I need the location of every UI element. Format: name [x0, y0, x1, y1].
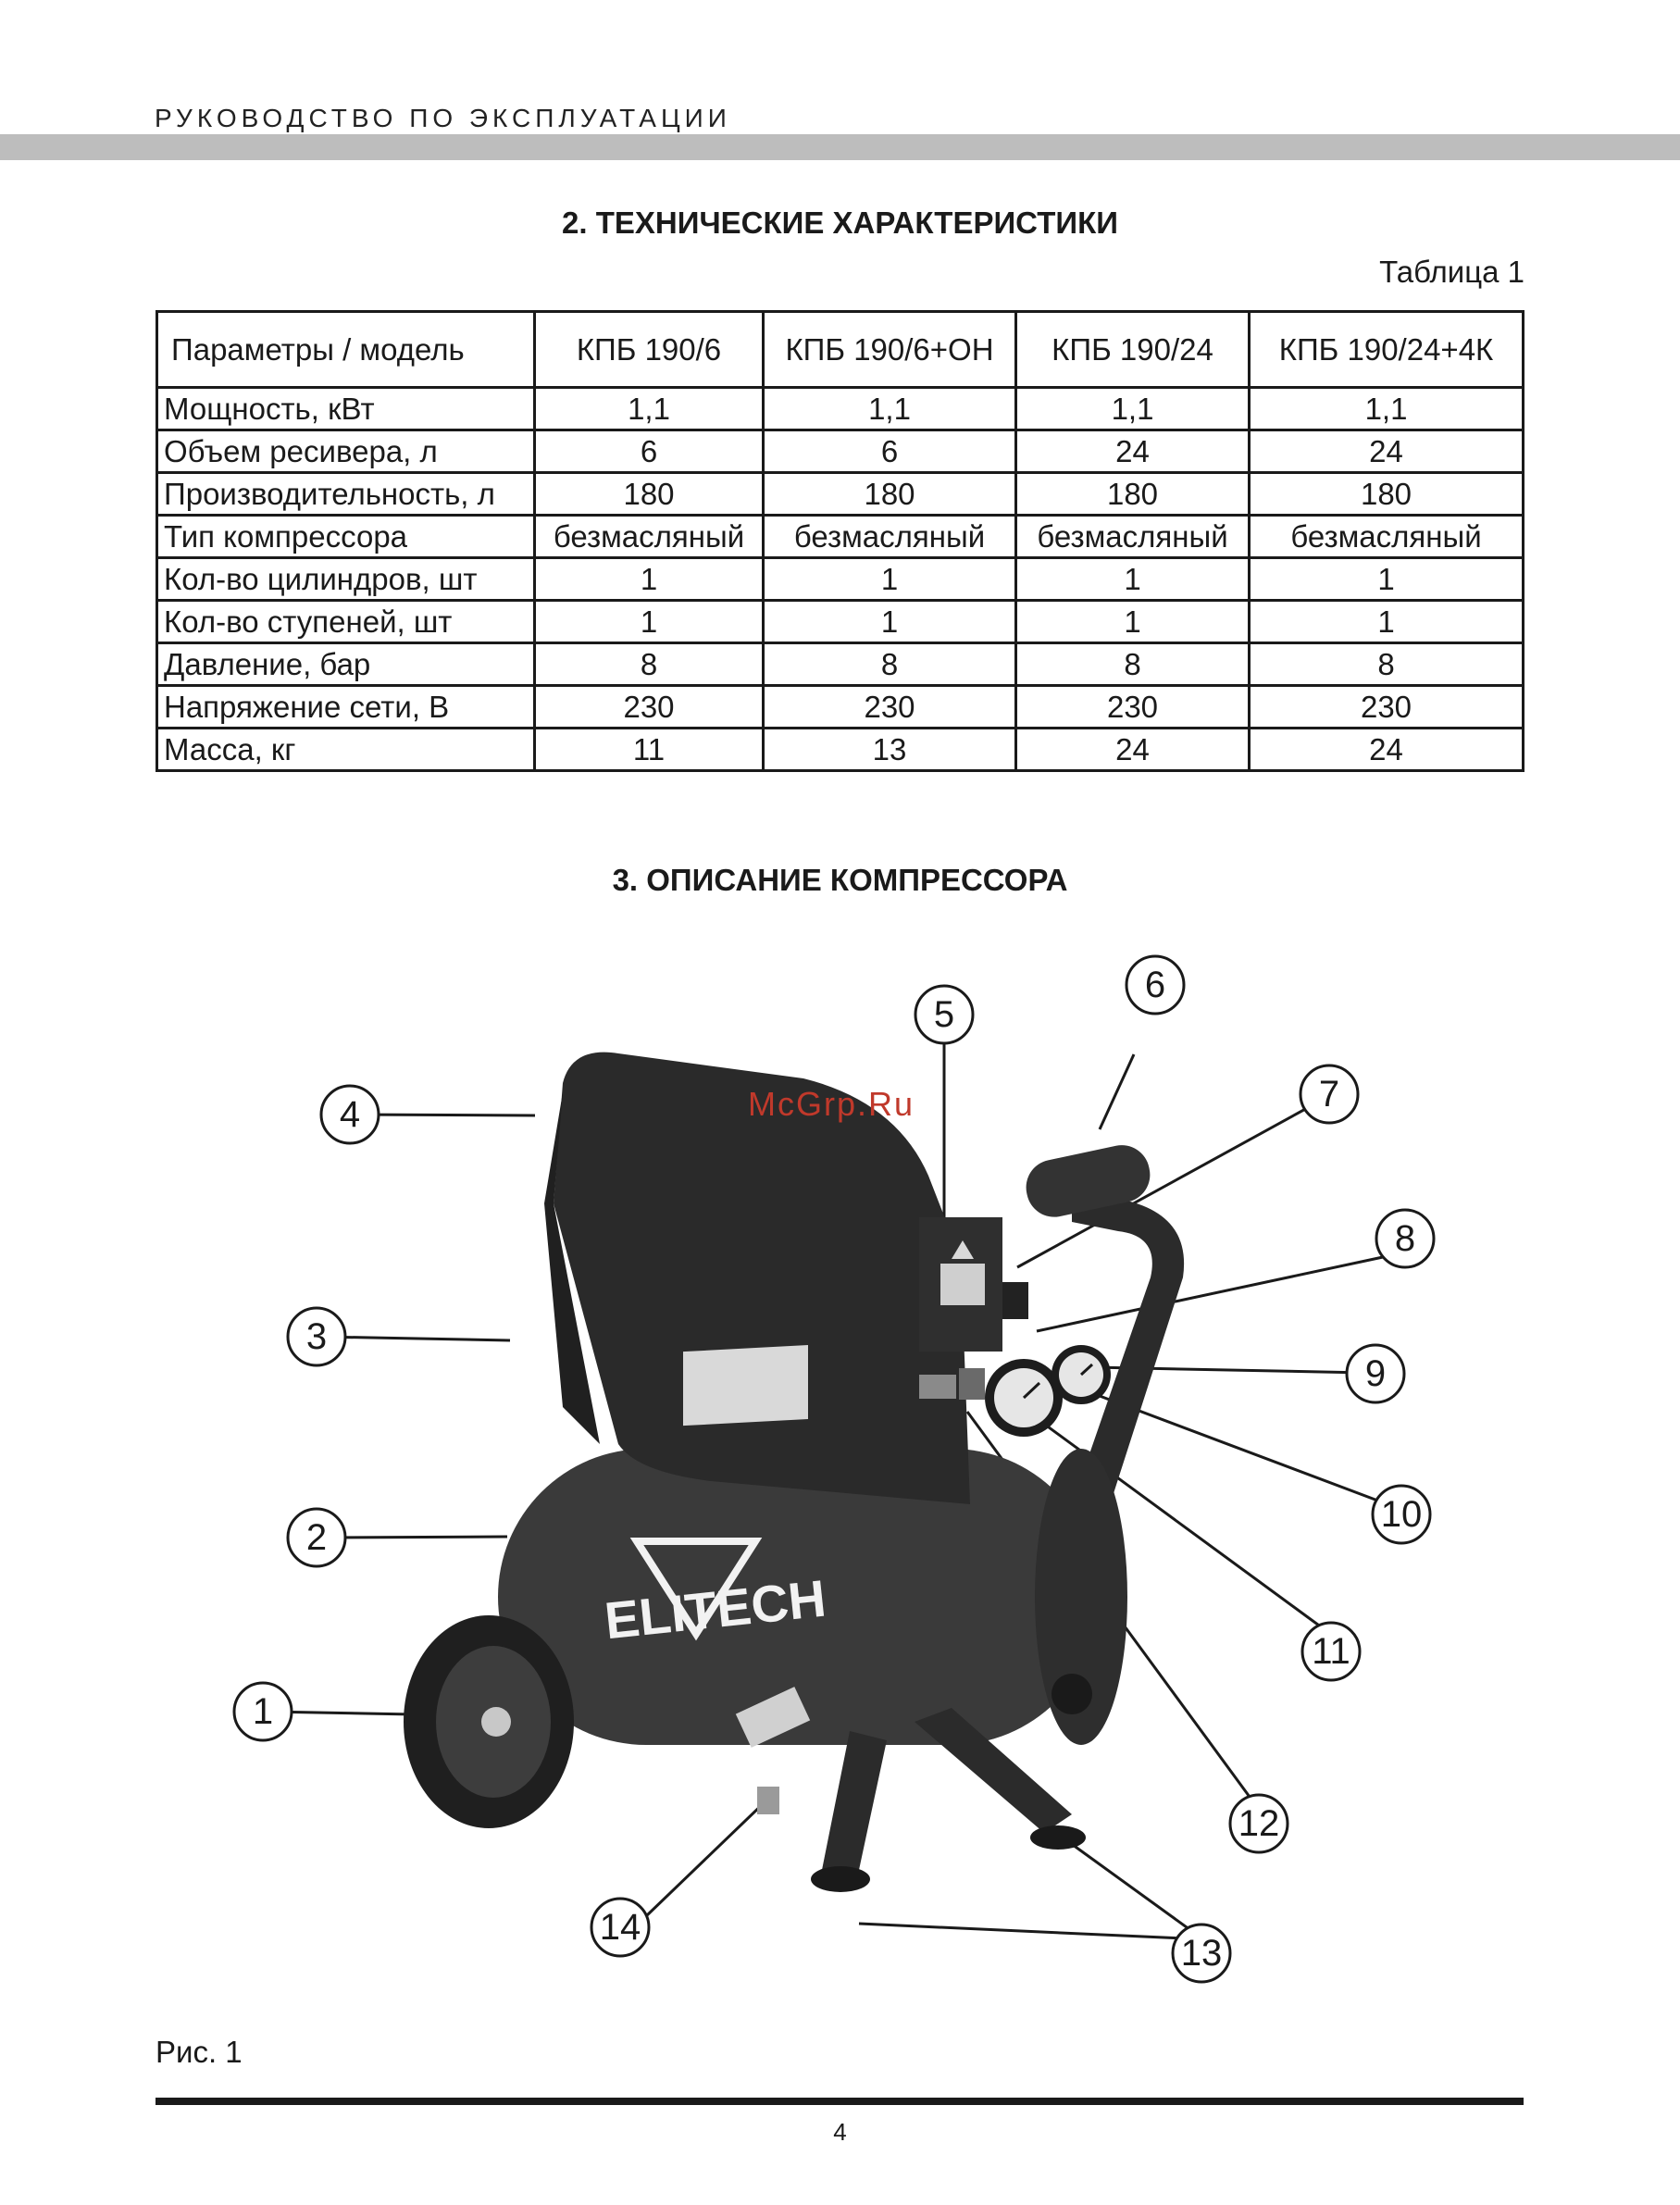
- figure-caption: Рис. 1: [156, 2035, 243, 2069]
- param-cell: Масса, кг: [157, 729, 535, 771]
- svg-text:11: 11: [1312, 1631, 1350, 1672]
- table-row: [157, 686, 1524, 729]
- svg-text:8: 8: [1394, 1218, 1416, 1259]
- table-row: [157, 558, 1524, 601]
- table-label: Таблица 1: [1379, 255, 1524, 289]
- value-cell: 230: [535, 686, 764, 729]
- svg-text:3: 3: [305, 1316, 328, 1357]
- callout-2: [288, 1509, 345, 1566]
- callout-14: [591, 1899, 649, 1956]
- svg-text:5: 5: [933, 994, 955, 1035]
- value-cell: 8: [1250, 643, 1524, 686]
- callout-3: [288, 1308, 345, 1365]
- value-cell: 24: [1016, 430, 1250, 473]
- callout-13: [1173, 1925, 1230, 1982]
- callout-5: [915, 986, 973, 1043]
- table-row: [157, 388, 1524, 430]
- svg-text:7: 7: [1318, 1074, 1340, 1115]
- value-cell: безмасляный: [1016, 516, 1250, 558]
- page-number: 4: [833, 2118, 847, 2146]
- svg-text:9: 9: [1364, 1353, 1387, 1394]
- param-cell: Производительность, л: [157, 473, 535, 516]
- value-cell: 1,1: [1250, 388, 1524, 430]
- table-header-cell: КПБ 190/6+ОН: [764, 312, 1016, 388]
- value-cell: 1: [535, 558, 764, 601]
- table-header-cell: КПБ 190/6: [535, 312, 764, 388]
- svg-text:12: 12: [1238, 1803, 1280, 1844]
- svg-text:4: 4: [339, 1094, 361, 1135]
- value-cell: безмасляный: [535, 516, 764, 558]
- table-header-cell: Параметры / модель: [157, 312, 535, 388]
- value-cell: безмасляный: [764, 516, 1016, 558]
- value-cell: 6: [535, 430, 764, 473]
- table-header-cell: КПБ 190/24+4К: [1250, 312, 1524, 388]
- value-cell: 8: [1016, 643, 1250, 686]
- table-row: [157, 516, 1524, 558]
- value-cell: 1: [1250, 558, 1524, 601]
- value-cell: 13: [764, 729, 1016, 771]
- callout-11: [1302, 1623, 1360, 1680]
- value-cell: 8: [535, 643, 764, 686]
- table-row: [157, 473, 1524, 516]
- table-row: [157, 729, 1524, 771]
- param-cell: Кол-во цилиндров, шт: [157, 558, 535, 601]
- svg-text:10: 10: [1380, 1494, 1423, 1535]
- callout-8: [1376, 1210, 1434, 1267]
- param-cell: Мощность, кВт: [157, 388, 535, 430]
- watermark-text: McGrp.Ru: [748, 1085, 915, 1123]
- table-header-cell: КПБ 190/24: [1016, 312, 1250, 388]
- value-cell: 230: [764, 686, 1016, 729]
- value-cell: 1: [535, 601, 764, 643]
- compressor-figure: [156, 926, 1525, 1990]
- header-bar: [0, 134, 1680, 160]
- value-cell: 1,1: [1016, 388, 1250, 430]
- value-cell: 1: [1016, 558, 1250, 601]
- value-cell: 180: [535, 473, 764, 516]
- value-cell: 24: [1250, 430, 1524, 473]
- value-cell: 1: [1016, 601, 1250, 643]
- value-cell: 24: [1016, 729, 1250, 771]
- table-row: [157, 601, 1524, 643]
- svg-text:6: 6: [1144, 965, 1166, 1005]
- value-cell: 1: [1250, 601, 1524, 643]
- svg-text:1: 1: [252, 1691, 274, 1732]
- value-cell: 180: [1250, 473, 1524, 516]
- callout-9: [1347, 1345, 1404, 1402]
- callout-12: [1230, 1795, 1288, 1852]
- table-row: [157, 430, 1524, 473]
- param-cell: Тип компрессора: [157, 516, 535, 558]
- value-cell: 1: [764, 558, 1016, 601]
- callout-6: [1126, 956, 1184, 1014]
- callout-4: [321, 1086, 379, 1143]
- value-cell: 24: [1250, 729, 1524, 771]
- callout-1: [234, 1683, 292, 1740]
- value-cell: 11: [535, 729, 764, 771]
- value-cell: 1,1: [535, 388, 764, 430]
- value-cell: 8: [764, 643, 1016, 686]
- value-cell: 180: [1016, 473, 1250, 516]
- value-cell: 1: [764, 601, 1016, 643]
- value-cell: 230: [1016, 686, 1250, 729]
- footer-rule: [156, 2098, 1524, 2105]
- param-cell: Напряжение сети, В: [157, 686, 535, 729]
- param-cell: Кол-во ступеней, шт: [157, 601, 535, 643]
- value-cell: безмасляный: [1250, 516, 1524, 558]
- running-header: РУКОВОДСТВО ПО ЭКСПЛУАТАЦИИ: [155, 104, 731, 132]
- param-cell: Давление, бар: [157, 643, 535, 686]
- value-cell: 180: [764, 473, 1016, 516]
- callout-10: [1373, 1486, 1430, 1543]
- table-row: [157, 643, 1524, 686]
- value-cell: 6: [764, 430, 1016, 473]
- svg-text:14: 14: [599, 1907, 641, 1948]
- svg-text:2: 2: [305, 1517, 328, 1558]
- svg-text:13: 13: [1180, 1933, 1223, 1974]
- value-cell: 230: [1250, 686, 1524, 729]
- table-header-row: [157, 312, 1524, 388]
- section-2-title: 2. ТЕХНИЧЕСКИЕ ХАРАКТЕРИСТИКИ: [562, 206, 1118, 240]
- param-cell: Объем ресивера, л: [157, 430, 535, 473]
- spec-table: [156, 310, 1524, 772]
- value-cell: 1,1: [764, 388, 1016, 430]
- brand-label: ELITECH: [602, 1568, 829, 1651]
- callout-7: [1300, 1065, 1358, 1123]
- compressor-illustration: [404, 1053, 1184, 1892]
- section-3-title: 3. ОПИСАНИЕ КОМПРЕССОРА: [612, 863, 1068, 897]
